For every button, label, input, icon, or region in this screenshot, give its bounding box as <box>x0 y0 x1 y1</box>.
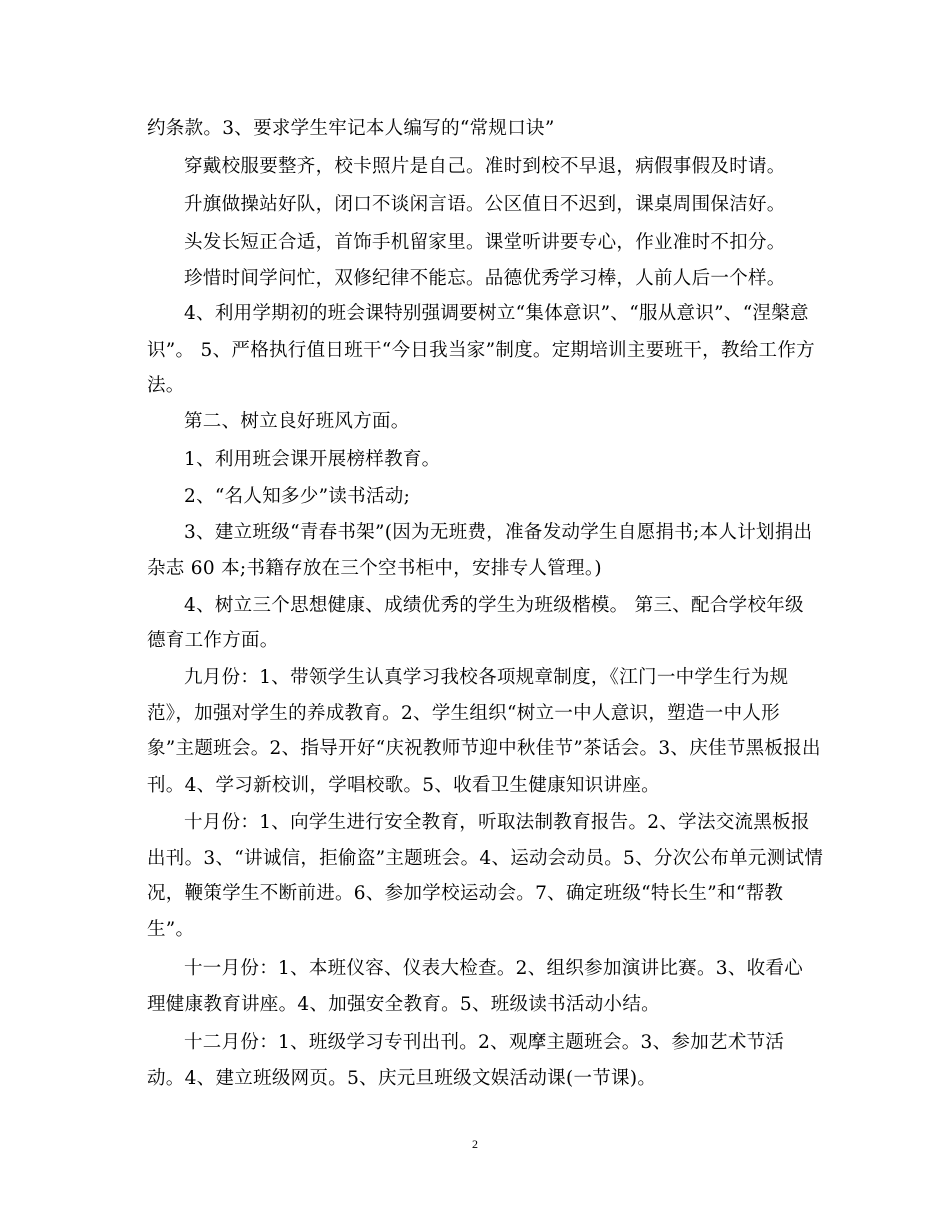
text-line: 刊。4、学习新校训，学唱校歌。5、收看卫生健康知识讲座。 <box>147 775 660 796</box>
text-line: 升旗做操站好队，闭口不谈闲言语。公区值日不迟到，课桌周围保洁好。 <box>184 194 786 215</box>
text-line: 杂志 60 本;书籍存放在三个空书柜中，安排专人管理。) <box>147 558 602 579</box>
text-line: 2、“名人知多少”读书活动; <box>184 486 411 507</box>
text-line: 识”。 5、严格执行值日班干“今日我当家”制度。定期培训主要班干，教给工作方 <box>147 340 815 361</box>
text-line: 动。4、建立班级网页。5、庆元旦班级文娱活动课(一节课)。 <box>147 1068 657 1089</box>
text-line: 4、利用学期初的班会课特别强调要树立“集体意识”、“服从意识”、“涅槃意 <box>184 303 809 324</box>
text-line: 象”主题班会。2、指导开好“庆祝教师节迎中秋佳节”茶话会。3、庆佳节黑板报出 <box>147 738 821 759</box>
text-line: 理健康教育讲座。4、加强安全教育。5、班级读书活动小结。 <box>147 994 660 1015</box>
text-line: 九月份：1、带领学生认真学习我校各项规章制度，《江门一中学生行为规 <box>184 667 789 688</box>
text-line: 十月份：1、向学生进行安全教育，听取法制教育报告。2、学法交流黑板报 <box>184 812 810 833</box>
text-line: 3、建立班级“青春书架”(因为无班费，准备发动学生自愿捐书;本人计划捐出 <box>184 522 813 543</box>
text-line: 十二月份：1、班级学习专刊出刊。2、观摩主题班会。3、参加艺术节活 <box>184 1032 785 1053</box>
text-line: 出刊。3、“讲诚信，拒偷盗”主题班会。4、运动会动员。5、分次公布单元测试情 <box>147 848 824 869</box>
text-line: 珍惜时间学问忙，双修纪律不能忘。品德优秀学习棒，人前人后一个样。 <box>184 268 786 289</box>
text-line: 头发长短正合适，首饰手机留家里。课堂听讲要专心，作业准时不扣分。 <box>184 232 786 253</box>
text-line: 德育工作方面。 <box>147 630 279 651</box>
text-line: 十一月份：1、本班仪容、仪表大检查。2、组织参加演讲比赛。3、收看心 <box>184 958 804 979</box>
text-line: 穿戴校服要整齐，校卡照片是自己。准时到校不早退，病假事假及时请。 <box>184 156 786 177</box>
page-number: 2 <box>472 1137 478 1151</box>
text-line: 第二、树立良好班风方面。 <box>184 411 410 432</box>
text-line: 1、利用班会课开展榜样教育。 <box>184 449 441 470</box>
text-line: 4、树立三个思想健康、成绩优秀的学生为班级楷模。 第三、配合学校年级 <box>184 595 804 616</box>
text-line: 生”。 <box>147 919 195 940</box>
text-line: 况，鞭策学生不断前进。6、参加学校运动会。7、确定班级“特长生”和“帮教 <box>147 883 784 904</box>
text-line: 范》，加强对学生的养成教育。2、学生组织“树立一中人意识，塑造一中人形 <box>147 703 780 724</box>
text-line: 约条款。3、要求学生牢记本人编写的“常规口诀” <box>147 118 555 139</box>
text-line: 法。 <box>147 375 185 396</box>
